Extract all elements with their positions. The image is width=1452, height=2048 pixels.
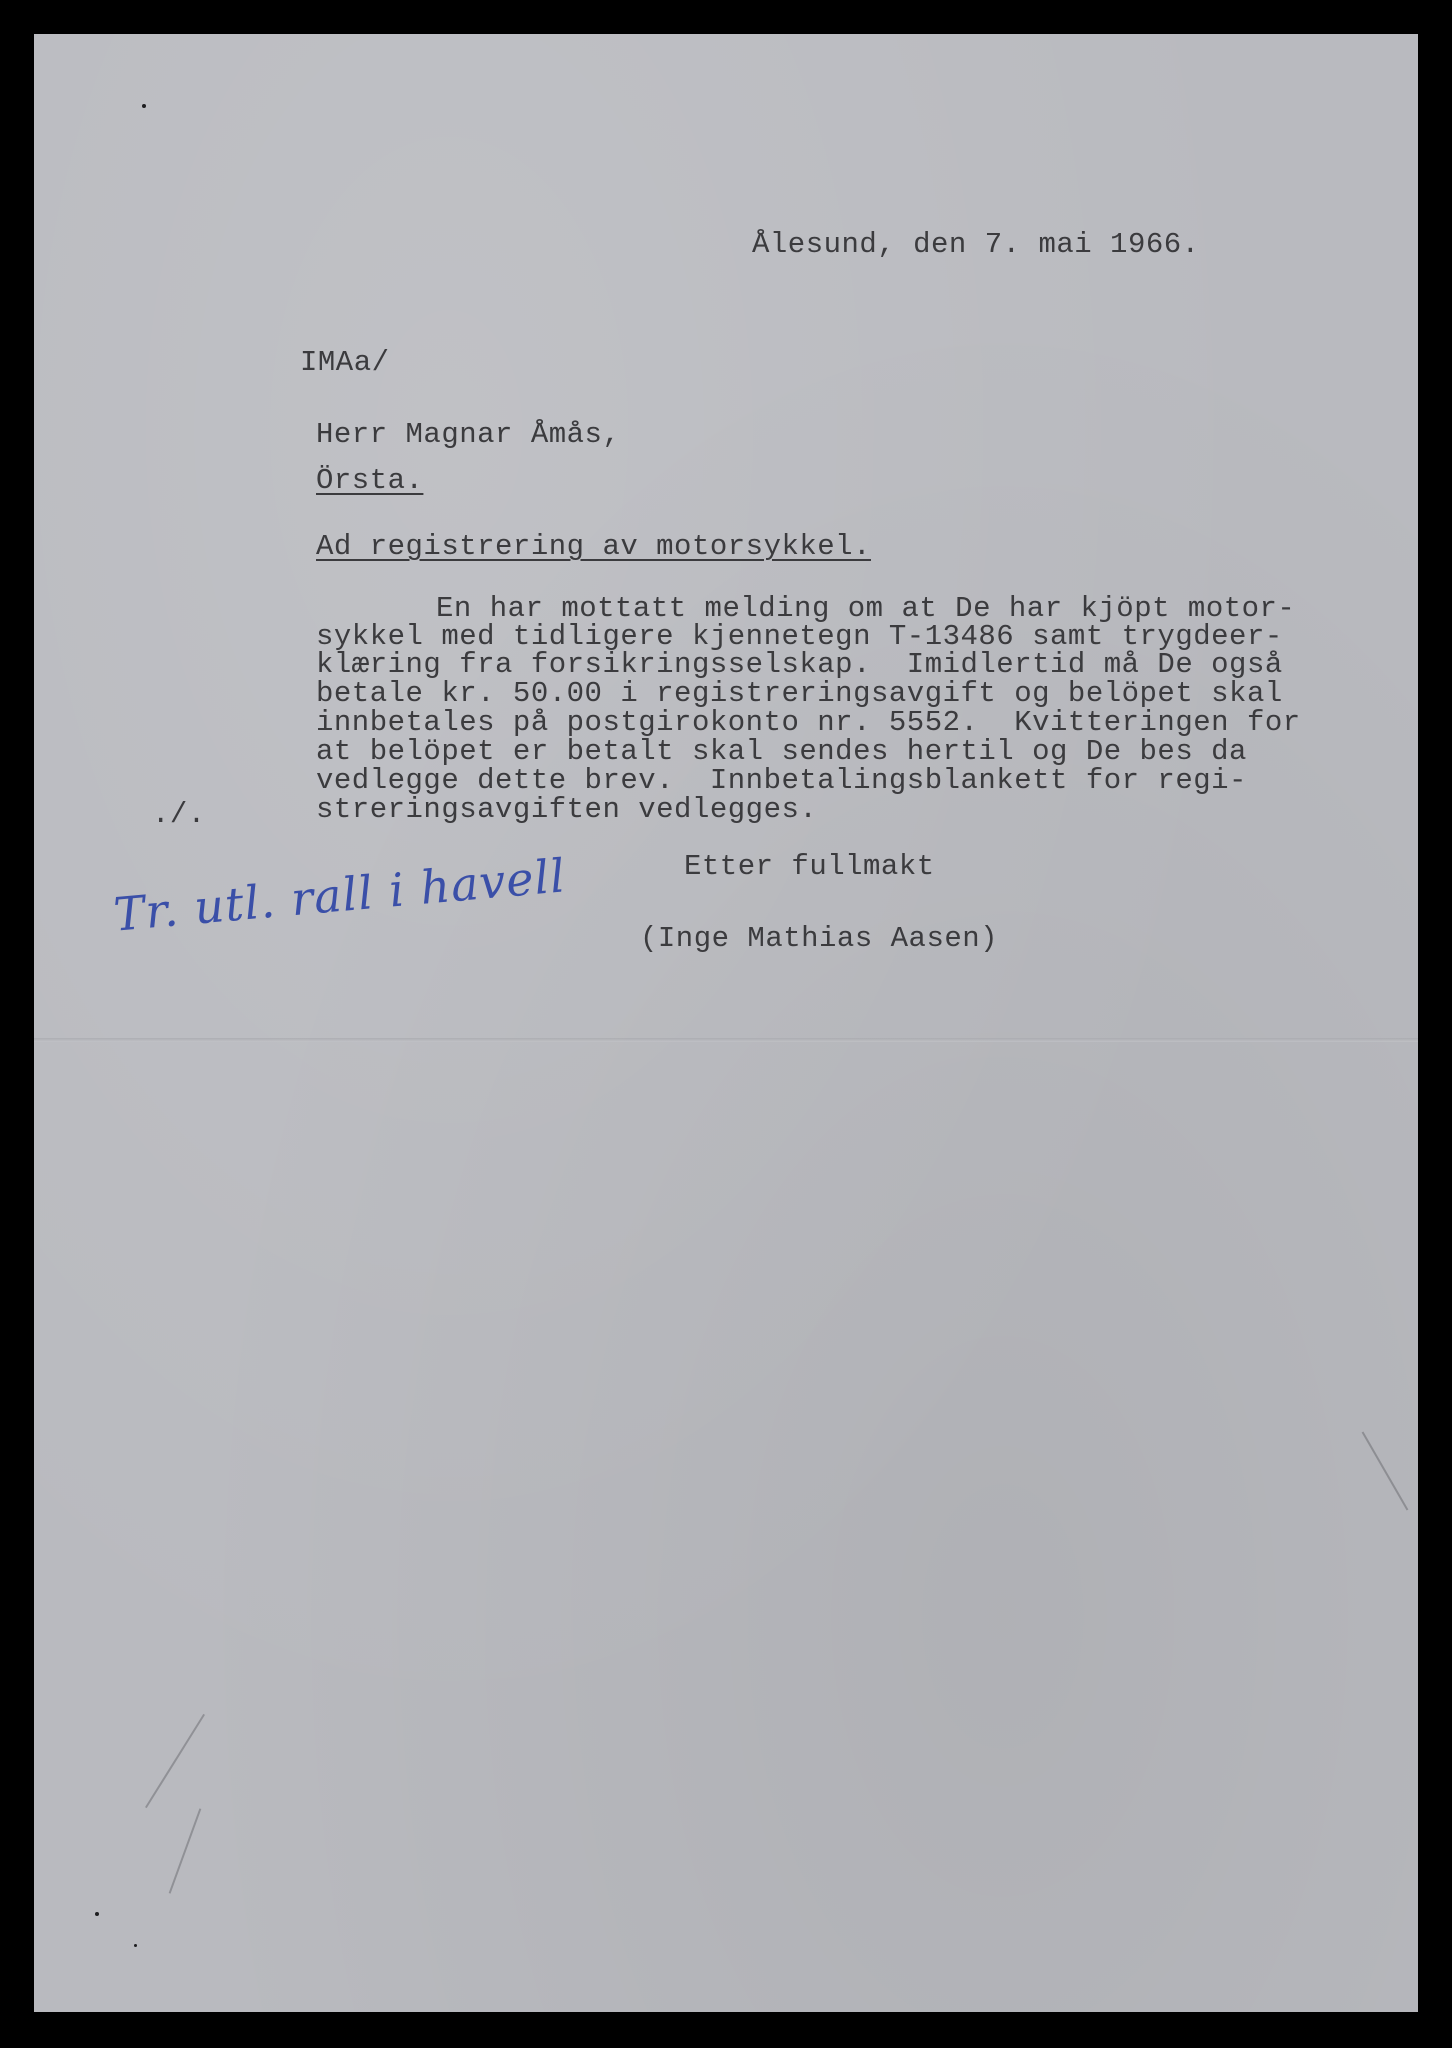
paper-fold-line bbox=[34, 1038, 1418, 1042]
letter-page bbox=[34, 34, 1418, 2012]
dust-speck bbox=[134, 1944, 137, 1947]
recipient-place: Örsta. bbox=[316, 464, 424, 497]
body-line: streringsavgiften vedlegges. bbox=[316, 793, 818, 826]
handwritten-note: Tr. utl. rall i havell bbox=[111, 848, 568, 942]
dust-speck bbox=[95, 1912, 99, 1916]
letter-subject: Ad registrering av motorsykkel. bbox=[316, 530, 871, 563]
recipient-name: Herr Magnar Åmås, bbox=[316, 418, 621, 451]
body-line: innbetales på postgirokonto nr. 5552. Kvitteringen for bbox=[316, 706, 1301, 739]
body-line: klæring fra forsikringsselskap. Imidlertid må De også bbox=[316, 648, 1283, 681]
body-line: vedlegge dette brev. Innbetalingsblankett for regi- bbox=[316, 764, 1247, 797]
closing-phrase: Etter fullmakt bbox=[684, 850, 935, 883]
dust-speck bbox=[142, 104, 146, 108]
body-line: at belöpet er betalt skal sendes hertil og De bes da bbox=[316, 735, 1247, 768]
body-line: sykkel med tidligere kjennetegn T-13486 samt trygdeer- bbox=[316, 620, 1283, 653]
body-line: betale kr. 50.00 i registreringsavgift og belöpet skal bbox=[316, 677, 1283, 710]
enclosure-mark: ./. bbox=[152, 798, 206, 831]
signatory-name: (Inge Mathias Aasen) bbox=[640, 922, 999, 955]
reference-code: IMAa/ bbox=[300, 346, 390, 379]
body-line: En har mottatt melding om at De har kjöpt motor- bbox=[436, 592, 1296, 625]
place-date: Ålesund, den 7. mai 1966. bbox=[752, 228, 1200, 261]
